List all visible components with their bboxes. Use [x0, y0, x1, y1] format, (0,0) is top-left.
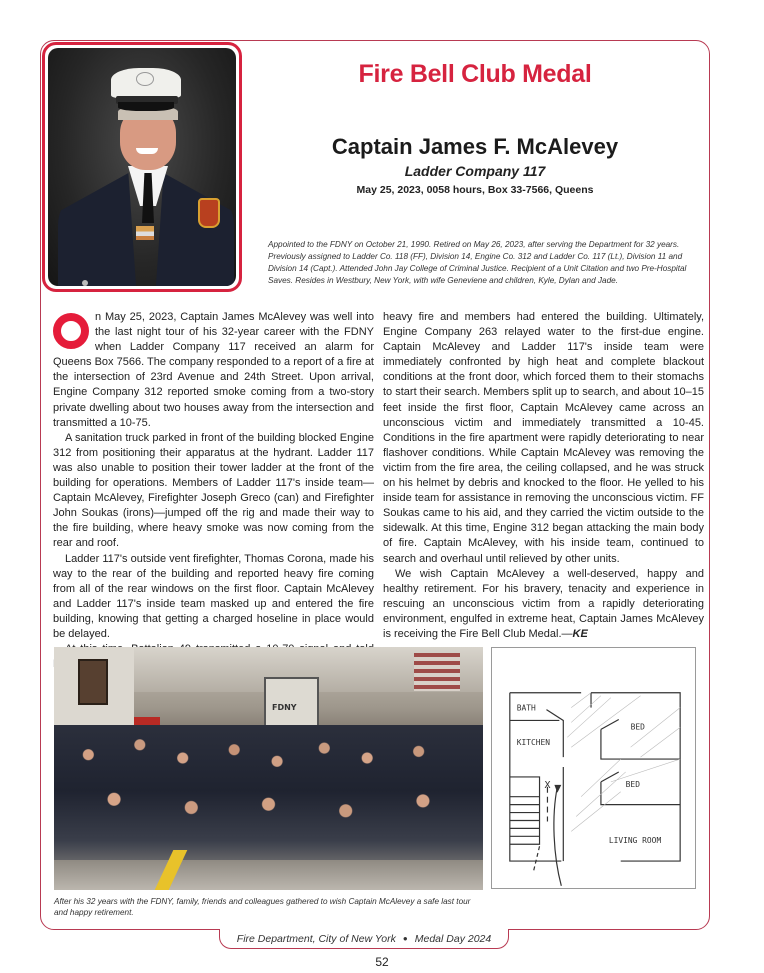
victim-marker: X [544, 779, 551, 791]
stairs [510, 777, 540, 844]
article-paragraph: We wish Captain McAlevey a well-deserved, happy and healthy retirement. For his bravery, tenacity and experience in rescuing an unconscious victim from a rapidly deteriorating environment, engulfed in extreme heat, Captain James McAlevey is receiving the Fire Bell Club Medal.—KE [383, 567, 704, 640]
floor-plan-diagram [491, 647, 696, 889]
cap-badge-icon [136, 72, 154, 86]
room-label-living-room: LIVING ROOM [608, 836, 662, 846]
page-footer [219, 929, 509, 949]
stair-steps [510, 797, 540, 837]
article-paragraph: Ladder 117's outside vent firefighter, Thomas Corona, made his way to the rear of the building and reported heavy fire coming from all of the rear windows on the first floor. Captain McAlevey and Ladder 117's inside team masked up and entered the fire building, knowing that getting a charged hoseline in place would be delayed. [53, 552, 374, 640]
room-label-bath: BATH [516, 703, 536, 713]
drop-cap-o [53, 313, 89, 349]
unit-name: Ladder Company 117 [404, 163, 546, 179]
article-paragraph: n May 25, 2023, Captain James McAlevey was well into the last night tour of his 32-year career with the FDNY when Ladder Company 117 received an alarm for Queens Box 7566. The company responded to a report of a fire at the intersection of 23rd Avenue and 24th Street. Upon arrival, Engine Company 312 reported smoke coming from a two-story private dwelling about two houses away from the intersection and transmitted a 10-75. [53, 311, 374, 429]
wall-picture [78, 659, 108, 705]
hatching [567, 693, 680, 832]
truck-label: FDNY [272, 703, 297, 712]
room-label-kitchen: KITCHEN [516, 738, 551, 748]
fdny-patch-icon [198, 198, 220, 228]
footer-publisher: Fire Department, City of New York [236, 932, 396, 945]
article-column-left [53, 310, 374, 672]
article-paragraph: heavy fire and members had entered the building. Ultimately, Engine Company 263 relayed water to the first-due engine. Captain McAlevey and Ladder 117's inside team were immediately confronted by high heat and complete blackout conditions at the front door, which forced them to their stomachs to start their search. Members split up to search, and about 10–15 feet inside the first floor, Captain McAlevey came across an unconscious victim and immediately transmitted a 10-45. Conditions in the fire apartment were rapidly deteriorating to near flashover conditions. While Captain McAlevey was removing the victim from the fire area, the ceiling collapsed, and he was struck on his helmet by debris and knocked to the floor. He yelled to his inside team for assistance in removing the unconscious victim. FF Soukas came to his aid, and they carried the victim outside to the sidewalk. At this time, Engine 312 began attacking the main body of fire. Captain McAlevey, with his inside team, continued to search and overhaul until relieved by other units. [383, 311, 705, 565]
bullet-icon: ● [402, 934, 408, 943]
path-arrow [554, 787, 561, 886]
room-label-bed-2: BED [625, 779, 640, 789]
ribbons-icon [136, 226, 154, 240]
arrow-head-icon [554, 785, 561, 793]
wall [601, 779, 680, 805]
medal-title: Fire Bell Club Medal [358, 60, 592, 88]
floor-plan-svg [492, 648, 695, 888]
recipient-name: Captain James F. McAlevey [331, 134, 619, 159]
portrait-photo [48, 48, 236, 286]
recipient-portrait [42, 42, 242, 292]
incident-details: May 25, 2023, 0058 hours, Box 33-7566, Queens [356, 184, 594, 196]
page-number: 52 [375, 955, 389, 969]
wall [601, 729, 680, 759]
author-initials: KE [572, 627, 588, 640]
group-photo [54, 647, 483, 890]
flag-icon [414, 653, 460, 691]
article-paragraph: A sanitation truck parked in front of the building blocked Engine 312 from positioning their apparatus at the hydrant. Ladder 117 was also unable to position their tower ladder at the front of the building for operations. Members of Ladder 117's inside team—Captain McAlevey, Firefighter Joseph Greco (can) and Firefighter John Soukas (irons)—jumped off the rig and made their way to the fire building, where heavy smoke was now coming from the rear and roof. [53, 431, 374, 550]
biography: Appointed to the FDNY on October 21, 1990. Retired on May 26, 2023, after serving the Department for 32 years. Previously assigned to Ladder Co. 118 (FF), Division 14, Engine Co. 312 and Ladder Co. 117 (Lt.), Division 11 and Division 14 (Capt.). Attended John Jay College of Criminal Justice. Recipient of a Unit Citation and two Pre-Hospital Saves. Resides in Westbury, New York, with wife Geneviene and children, Kyle, Dylan and Jade. [268, 240, 687, 285]
room-label-bed-1: BED [630, 722, 645, 732]
article-column-right [383, 310, 704, 642]
footer-edition: Medal Day 2024 [414, 932, 492, 945]
fire-truck [264, 677, 319, 727]
door [601, 719, 619, 729]
door [546, 710, 563, 758]
photo-caption: After his 32 years with the FDNY, family, friends and colleagues gathered to wish Captain McAlevey a safe last tour and happy retirement. [54, 897, 471, 917]
